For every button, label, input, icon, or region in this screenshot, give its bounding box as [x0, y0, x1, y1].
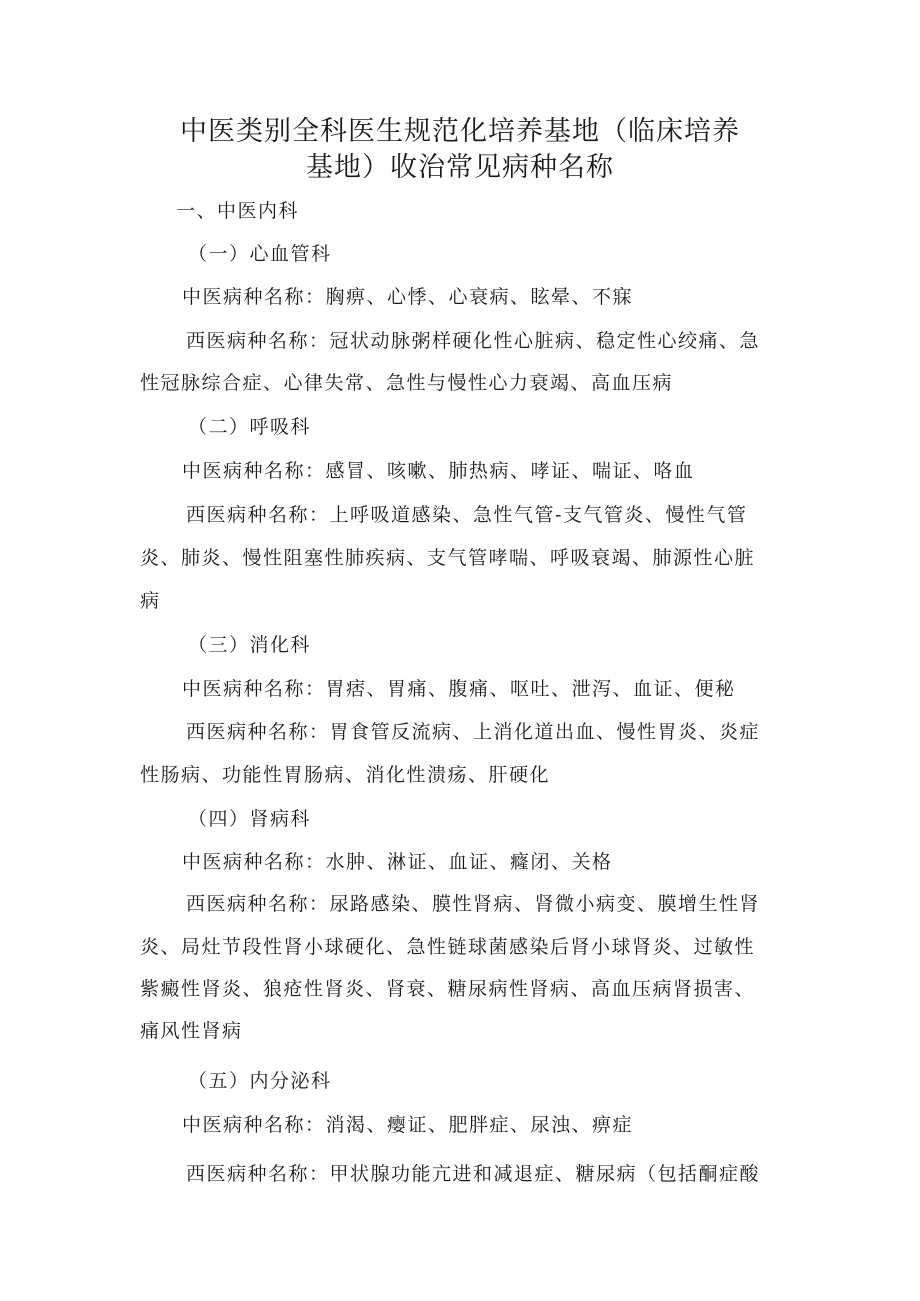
western-disease-line: 西医病种名称：甲状腺功能亢进和减退症、糖尿病（包括酮症酸: [186, 1163, 761, 1185]
document-title-line-2: 基地）收治常见病种名称: [306, 152, 614, 183]
western-disease-line: 西医病种名称：胃食管反流病、上消化道出血、慢性胃炎、炎症: [186, 721, 761, 743]
section-heading: 一、中医内科: [176, 200, 300, 222]
tcm-disease-line: 中医病种名称：胃痞、胃痛、腹痛、呕吐、泄泻、血证、便秘: [182, 678, 736, 700]
document-title-line-1: 中医类别全科医生规范化培养基地（临床培养: [180, 116, 740, 147]
tcm-disease-line: 中医病种名称：消渴、瘿证、肥胖症、尿浊、痹症: [182, 1114, 634, 1136]
tcm-disease-line: 中医病种名称：胸痹、心悸、心衰病、眩晕、不寐: [182, 286, 634, 308]
subsection-heading: （四）肾病科: [188, 808, 312, 830]
western-disease-line: 紫癜性肾炎、狼疮性肾炎、肾衰、糖尿病性肾病、高血压病肾损害、: [140, 978, 756, 1000]
western-disease-line: 性冠脉综合症、心律失常、急性与慢性心力衰竭、高血压病: [140, 372, 674, 394]
western-disease-line: 西医病种名称：冠状动脉粥样硬化性心脏病、稳定性心绞痛、急: [186, 330, 761, 352]
subsection-heading: （二）呼吸科: [188, 416, 312, 438]
tcm-disease-line: 中医病种名称：水肿、淋证、血证、癃闭、关格: [182, 851, 613, 873]
western-disease-line: 炎、局灶节段性肾小球硬化、急性链球菌感染后肾小球肾炎、过敏性: [140, 936, 756, 958]
western-disease-line: 炎、肺炎、慢性阻塞性肺疾病、支气管哮喘、呼吸衰竭、肺源性心脏: [140, 547, 756, 569]
western-disease-line: 西医病种名称：尿路感染、膜性肾病、肾微小病变、膜增生性肾: [186, 893, 761, 915]
subsection-heading: （一）心血管科: [188, 243, 332, 265]
subsection-heading: （五）内分泌科: [188, 1070, 332, 1092]
tcm-disease-line: 中医病种名称：感冒、咳嗽、肺热病、哮证、喘证、咯血: [182, 460, 695, 482]
western-disease-line: 西医病种名称：上呼吸道感染、急性气管-支气管炎、慢性气管: [186, 504, 748, 526]
western-disease-line: 痛风性肾病: [140, 1020, 243, 1042]
western-disease-line: 病: [140, 590, 161, 612]
western-disease-line: 性肠病、功能性胃肠病、消化性溃疡、肝硬化: [140, 764, 551, 786]
subsection-heading: （三）消化科: [188, 634, 312, 656]
